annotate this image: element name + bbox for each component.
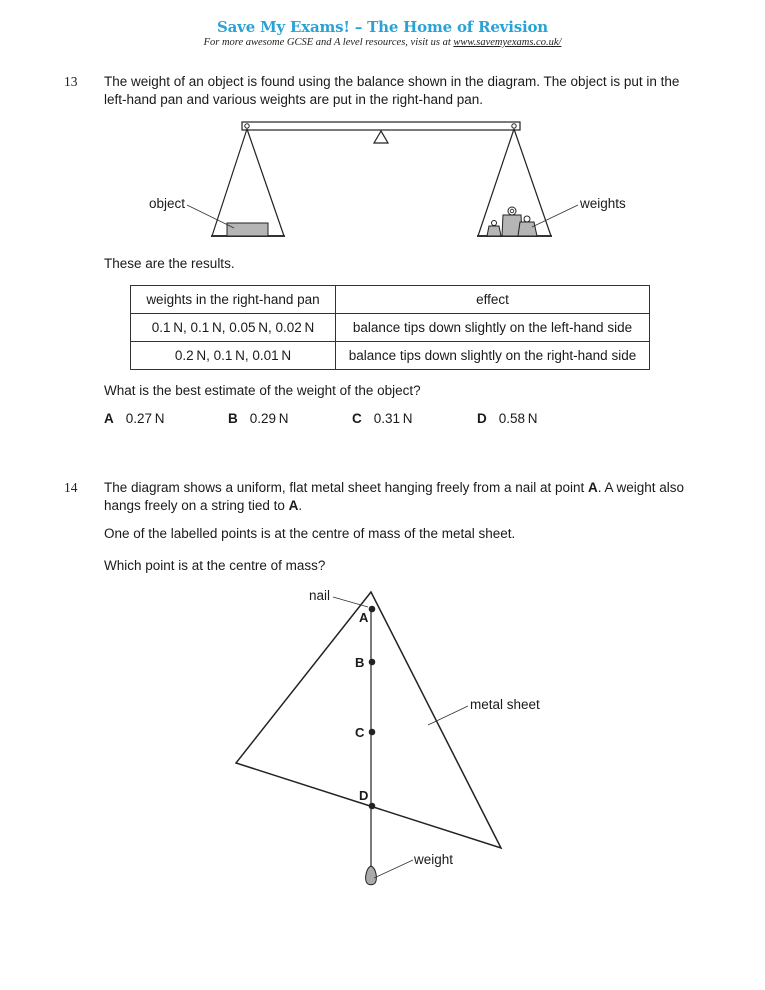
option-b-letter: B (228, 411, 238, 426)
point-a (369, 606, 376, 613)
question-13-prompt: What is the best estimate of the weight of the object? (104, 383, 421, 398)
question-13-line-1: The weight of an object is found using the balance shown in the diagram. The object is put in the (104, 74, 680, 89)
option-a-letter: A (104, 411, 114, 426)
hanging-weight (366, 866, 377, 885)
site-link[interactable]: www.savemyexams.co.uk/ (453, 37, 562, 48)
point-c-label: C (355, 725, 365, 740)
point-b (369, 659, 376, 666)
object-label: object (149, 196, 186, 211)
row-1-effect: balance tips down slightly on the left-hand side (336, 314, 650, 342)
q14-line1-text-end: . A weight also (597, 480, 685, 495)
nail-label: nail (309, 588, 331, 603)
results-intro: These are the results. (104, 256, 235, 271)
weight-leader-line (374, 860, 413, 878)
question-14-prompt: Which point is at the centre of mass? (104, 558, 326, 573)
option-c-value: 0.31 N (373, 411, 413, 426)
metal-sheet (236, 592, 501, 848)
option-a-value: 0.27 N (125, 411, 165, 426)
q14-line2-text: hangs freely on a string tied to (104, 498, 289, 513)
q14-line1-point: A (588, 480, 598, 495)
option-d-letter: D (477, 411, 487, 426)
point-a-label: A (359, 610, 369, 625)
q14-line2-point: A (288, 498, 299, 513)
q14-line2-text-end: . (298, 498, 303, 513)
row-2-effect: balance tips down slightly on the right-hand side (336, 342, 650, 370)
row-1-weights: 0.1 N, 0.1 N, 0.05 N, 0.02 N (131, 314, 336, 342)
row-2-weights: 0.2 N, 0.1 N, 0.01 N (131, 342, 336, 370)
point-d-label: D (359, 788, 369, 803)
option-d-value: 0.58 N (498, 411, 538, 426)
weights-label: weights (580, 196, 626, 211)
point-c (369, 729, 376, 736)
q14-line1-text: The diagram shows a uniform, flat metal sheet hanging freely from a nail at point (104, 480, 588, 495)
subtitle-text: For more awesome GCSE and A level resources, visit us at (203, 37, 454, 48)
header-weights: weights in the right-hand pan (131, 286, 336, 314)
site-title: Save My Exams! – The Home of Revision (217, 18, 548, 36)
question-14-paragraph: One of the labelled points is at the centre of mass of the metal sheet. (104, 526, 516, 541)
header-effect: effect (336, 286, 650, 314)
weight-label: weight (414, 852, 454, 867)
point-d (369, 803, 376, 810)
point-b-label: B (355, 655, 365, 670)
metal-sheet-label: metal sheet (470, 697, 540, 712)
question-14-number: 14 (64, 480, 78, 495)
option-c-letter: C (352, 411, 362, 426)
option-b-value: 0.29 N (249, 411, 289, 426)
question-13-line-2: left-hand pan and various weights are put in the right-hand pan. (104, 92, 484, 107)
question-13-number: 13 (64, 74, 78, 89)
